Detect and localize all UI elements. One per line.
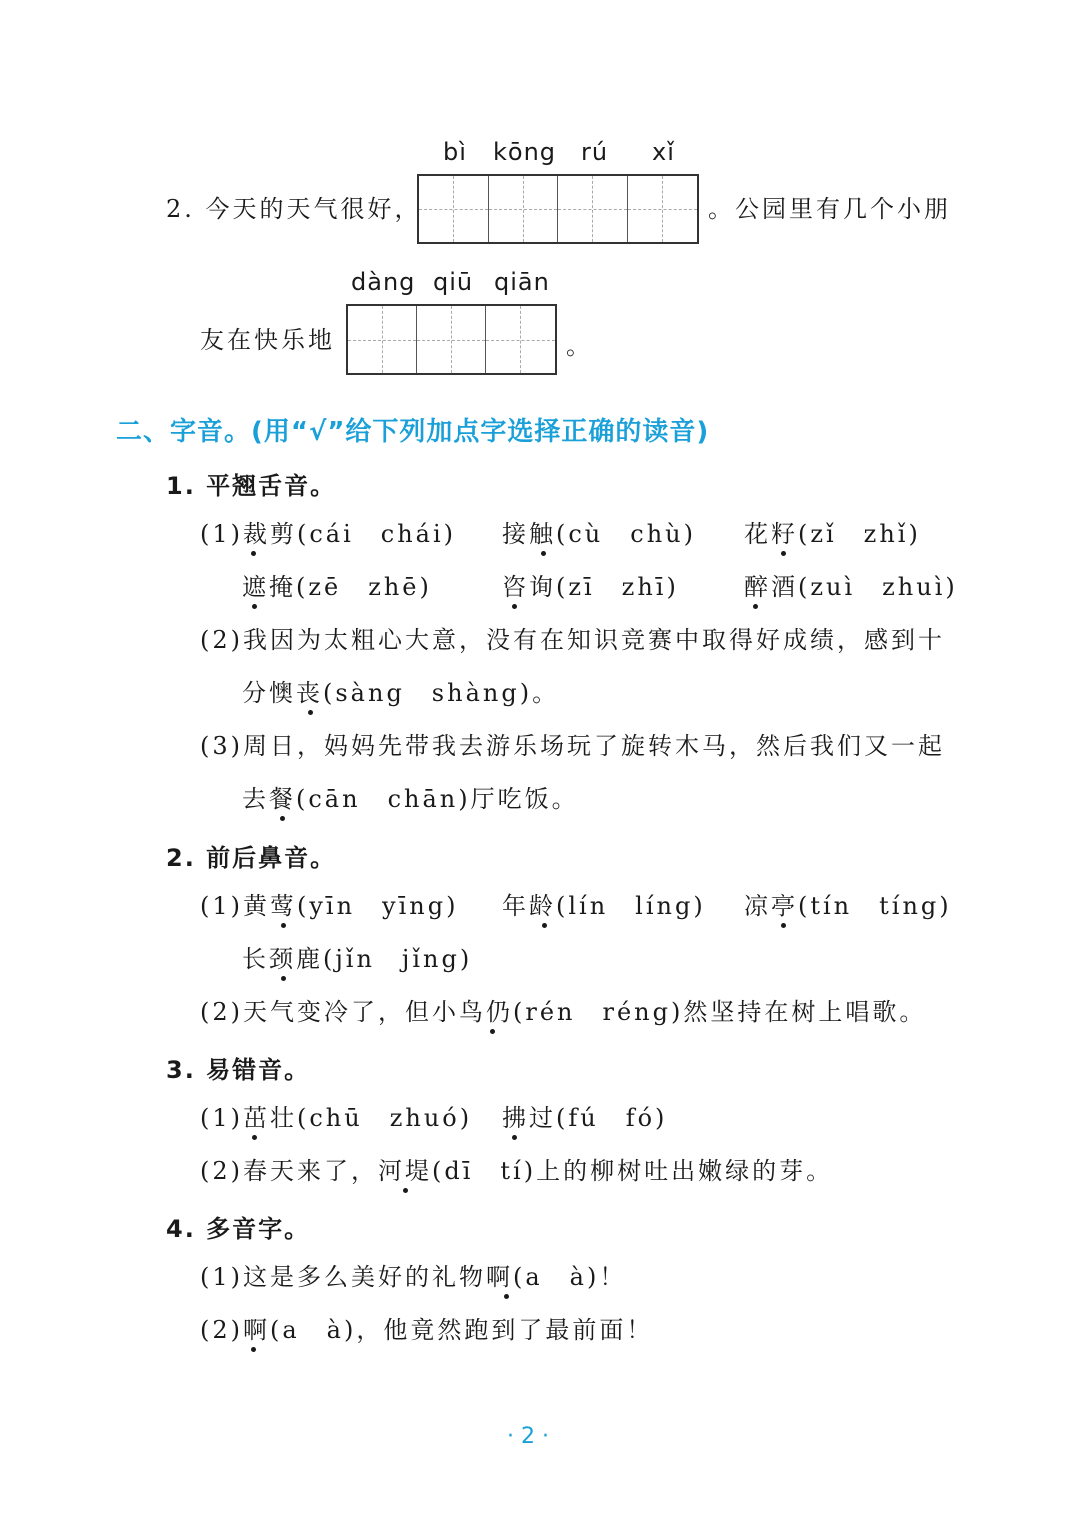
emphasis-dot bbox=[512, 604, 517, 609]
q2-line1-after: 。公园里有几个小朋 bbox=[708, 195, 951, 223]
part1-title: 1. 平翘舌音。 bbox=[166, 472, 337, 500]
page-number: · 2 · bbox=[507, 1424, 549, 1449]
grid-cell[interactable] bbox=[417, 306, 486, 373]
emphasis-dot bbox=[753, 604, 758, 609]
pinyin-kong: kōng bbox=[493, 138, 557, 166]
part2-item2: (2)天气变冷了，但小鸟仍(rén réng)然坚持在树上唱歌。 bbox=[200, 998, 927, 1026]
part4-item2: (2)啊(a à)，他竟然跑到了最前面！ bbox=[200, 1316, 654, 1344]
part1-item3-line2: 去餐(cān chān)厅吃饭。 bbox=[242, 785, 579, 813]
emphasis-dot bbox=[403, 1188, 408, 1193]
pinyin-qian: qiān bbox=[494, 268, 550, 296]
part1-row1-a: (1)裁剪(cái chái) bbox=[200, 520, 457, 548]
q2-line2-before: 友在快乐地 bbox=[200, 326, 335, 354]
emphasis-dot bbox=[308, 710, 313, 715]
part1-item2-line1: (2)我因为太粗心大意，没有在知识竞赛中取得好成绩，感到十 bbox=[200, 626, 945, 654]
part1-row1-c: 花籽(zǐ zhǐ) bbox=[744, 520, 921, 548]
grid-cell[interactable] bbox=[489, 176, 559, 242]
answer-grid-1[interactable] bbox=[417, 174, 699, 244]
q2-line2-after: 。 bbox=[566, 332, 593, 360]
pinyin-xi: xǐ bbox=[652, 138, 675, 166]
grid-cell[interactable] bbox=[486, 306, 555, 373]
part3-item2: (2)春天来了，河堤(dī tí)上的柳树吐出嫩绿的芽。 bbox=[200, 1157, 834, 1185]
part2-title: 2. 前后鼻音。 bbox=[166, 844, 337, 872]
grid-cell[interactable] bbox=[348, 306, 417, 373]
part1-item3-line1: (3)周日，妈妈先带我去游乐场玩了旋转木马，然后我们又一起 bbox=[200, 732, 945, 760]
part1-row2-a: 遮掩(zē zhē) bbox=[242, 573, 432, 601]
part2-row1-a: (1)黄莺(yīn yīng) bbox=[200, 892, 459, 920]
part3-row1-a: (1)茁壮(chū zhuó) bbox=[200, 1104, 473, 1132]
pinyin-bi: bì bbox=[443, 138, 467, 166]
emphasis-dot bbox=[251, 1347, 256, 1352]
emphasis-dot bbox=[542, 923, 547, 928]
section-title: 二、字音。(用“√”给下列加点字选择正确的读音) bbox=[116, 417, 710, 447]
grid-cell[interactable] bbox=[558, 176, 628, 242]
pinyin-dang: dàng bbox=[351, 268, 416, 296]
grid-cell[interactable] bbox=[628, 176, 698, 242]
emphasis-dot bbox=[281, 923, 286, 928]
emphasis-dot bbox=[251, 551, 256, 556]
part2-row1-c: 凉亭(tín tíng) bbox=[744, 892, 952, 920]
part4-item1: (1)这是多么美好的礼物啊(a à)！ bbox=[200, 1263, 627, 1291]
emphasis-dot bbox=[252, 604, 257, 609]
emphasis-dot bbox=[252, 1135, 257, 1140]
emphasis-dot bbox=[512, 1135, 517, 1140]
emphasis-dot bbox=[781, 551, 786, 556]
pinyin-ru: rú bbox=[581, 138, 609, 166]
emphasis-dot bbox=[490, 1029, 495, 1034]
answer-grid-2[interactable] bbox=[346, 304, 557, 375]
part4-title: 4. 多音字。 bbox=[166, 1215, 311, 1243]
part1-row2-c: 醉酒(zuì zhuì) bbox=[744, 573, 958, 601]
part2-row1-b: 年龄(lín líng) bbox=[502, 892, 706, 920]
part1-item2-line2: 分懊丧(sàng shàng)。 bbox=[242, 679, 560, 707]
part1-row2-b: 咨询(zī zhī) bbox=[502, 573, 679, 601]
emphasis-dot bbox=[280, 816, 285, 821]
part3-row1-b: 拂过(fú fó) bbox=[502, 1104, 668, 1132]
pinyin-qiu: qiū bbox=[433, 268, 474, 296]
part2-row2: 长颈鹿(jǐn jǐng) bbox=[242, 945, 473, 973]
q2-line1-before: 2. 今天的天气很好， bbox=[166, 195, 422, 223]
emphasis-dot bbox=[504, 1294, 509, 1299]
part3-title: 3. 易错音。 bbox=[166, 1056, 311, 1084]
part1-row1-b: 接触(cù chù) bbox=[502, 520, 696, 548]
grid-cell[interactable] bbox=[419, 176, 489, 242]
emphasis-dot bbox=[281, 976, 286, 981]
emphasis-dot bbox=[541, 551, 546, 556]
emphasis-dot bbox=[781, 923, 786, 928]
